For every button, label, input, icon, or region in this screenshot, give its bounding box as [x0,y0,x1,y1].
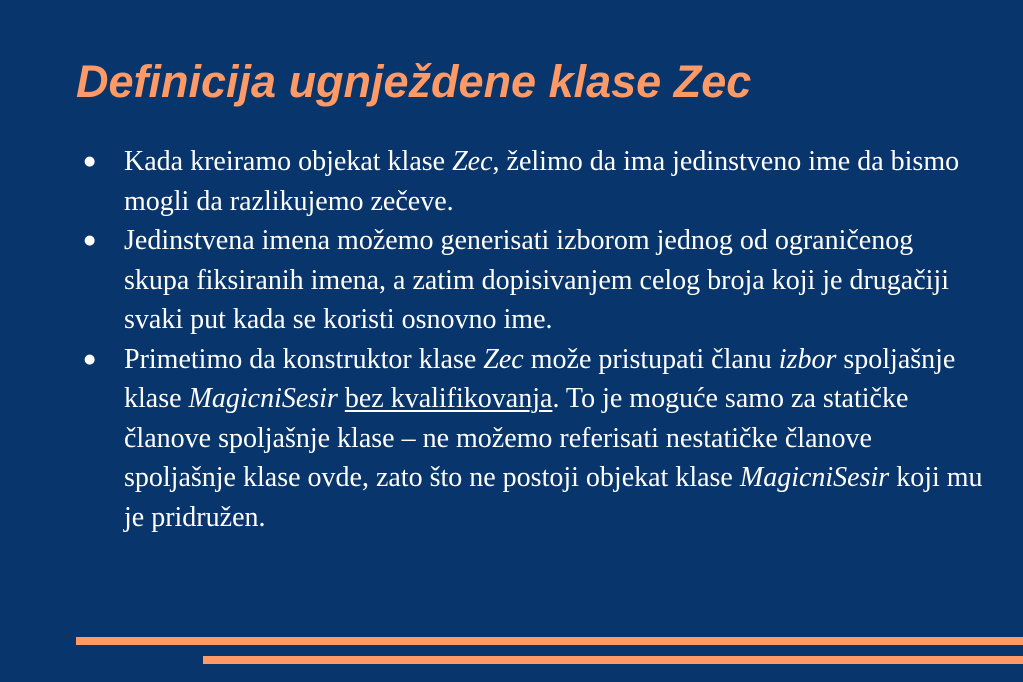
bullet-dot-icon: ● [84,154,96,169]
bullet-list [84,142,984,537]
bullet-text [124,340,984,538]
bullet-dot-icon: ● [84,233,96,248]
bullet-text [124,221,984,340]
text-run: Primetimo da konstruktor klase [124,343,484,375]
text-run: može pristupati članu [523,343,779,375]
decorative-rule-top [76,637,1023,645]
text-run [338,383,345,414]
bullet-item [84,340,984,538]
text-run: Kada kreiramo objekat klase [124,146,453,177]
text-run: Jedinstvena imena možemo generisati izborom jednog od ograničenog skupa fiksiranih imena, a zatim dopisivanjem celog broja koji je drugačiji svaki put kada se koristi osnovno ime. [124,225,949,335]
bullet-item [84,221,984,340]
class-name-magicnisesir: MagicniSesir [739,462,890,493]
member-name-izbor: izbor [778,343,837,375]
class-name-zec: Zec [452,146,493,177]
class-name-zec: Zec [483,343,524,375]
bullet-item [84,142,984,221]
text-run: . To je moguće samo za statičke članove spoljašnje klase – ne možemo referisati nestatičke članove spoljašnje klase ovde, zato što ne postoji objekat klase [124,383,909,493]
bez-kvalifikovanja-link[interactable]: bez kvalifikovanja [344,383,553,414]
text-run: , želimo da ima jedinstveno ime da bismo mogli da razlikujemo zečeve. [124,146,960,217]
class-name-magicnisesir: MagicniSesir [188,383,338,414]
text-run: spoljašnje klase [124,343,956,414]
text-run: koji mu je pridružen. [124,462,983,533]
slide-title: Definicija ugnježdene klase Zec [76,56,752,107]
decorative-rule-bottom [203,656,1023,664]
bullet-text [124,142,984,221]
bullet-dot-icon: ● [84,351,96,367]
